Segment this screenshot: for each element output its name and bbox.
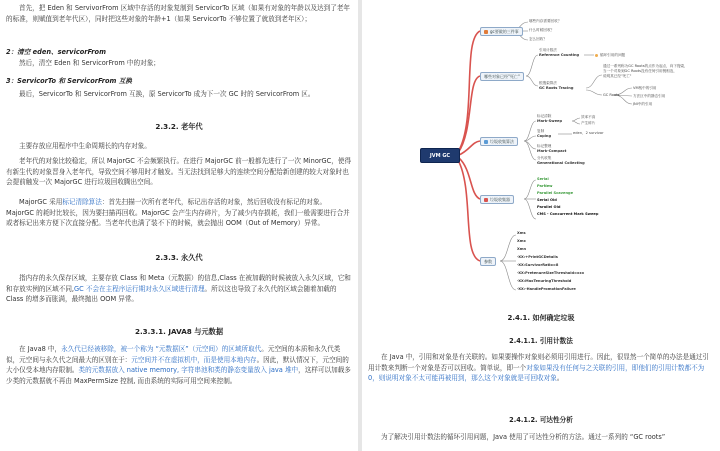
branch-three-tasks-label: gc要做的三件事 [490,29,519,34]
paragraph-reference-counting [368,352,714,384]
text-in-java8: 在 Java8 中， [19,345,62,353]
collector-icon [484,198,488,202]
text-perm-gen-oom: 。所以这也导致了永久代的区域会随着加载的 Class 的增多而胀满，最终抛出 OOM 异常。 [6,284,337,304]
mindmap-item: 根搜索算法 [539,81,557,85]
mindmap-item: 标记清除 [537,114,552,118]
parameter-item: -XX:+PrintGCDetails [517,255,558,259]
mindmap-branch-three-tasks [480,27,523,36]
text-default-limit: 。因此，默认情况下，元空间的大小仅受本地内存限制。 [6,355,349,375]
mindmap-item: 方法区中的静态引用 [633,94,666,98]
mindmap-item: 当一个对象到GC Roots没有任何引用链相连， [603,69,677,73]
mindmap-item: eden、2 survivor [573,131,604,135]
mindmap-item: Coping [537,134,552,138]
mindmap-item: 标记整理 [537,144,552,148]
mindmap-item: Mark-Compact [537,149,567,153]
parameter-item: -XX:PretenureSizeThreshold=xxx [517,271,585,275]
section-title-old-gen: 2.3.2. 老年代 [155,122,203,131]
mindmap-item [595,53,625,58]
mindmap-branch-parameters: 参数 [480,257,496,266]
paragraph-old-gen-majorgc: 老年代的对象比较稳定，所以 MajorGC 不会频繁执行。在进行 MajorGC 前一般都先进行了一次 MinorGC，使得有新生代的对象晋身入老年代，导致空间不够用时才触发。当无法找到足够大的连续空间分配给新创建的较大对象时也会提前触发一次 MajorGC 进行垃圾回收腾出空间。 [6,157,352,187]
parameter-item: Xms [517,231,526,235]
heading-clear-eden: 2：清空 eden、servicorFrom [6,48,106,56]
mindmap-item: GC Roots Tracing [539,86,574,90]
mindmap-item: GC Roots [603,93,620,97]
branch-gc-algorithms-label: 垃圾收集算法 [490,139,514,144]
section-title-java8-metadata: 2.3.3.1. JAVA8 与元数据 [134,327,224,336]
mindmap-item: 哪些内存需要回收？ [529,19,562,23]
right-page [362,0,720,451]
mindmap-item: 通过一系列称为GC Roots的点作为起点，向下搜索， [603,64,688,68]
mindmap-branch-gc-algorithms [480,137,518,146]
mindmap-item: 引用计数法 [539,48,557,52]
paragraph-java8-metaspace [6,344,352,386]
section-title-perm-gen: 2.3.3. 永久代 [155,253,203,262]
collector-item: ParNew [537,184,553,188]
mindmap-item: 说明其已经"死亡" [603,74,632,78]
text-perm-gen-intro: 指内存的永久保存区域，主要存放 Class 和 Meta（元数据）的信息,Class 在被加载的时候被放入永久区域，它和和存放实例的区域不同, [6,274,351,293]
mindmap-item: 产生碎片 [581,121,596,125]
paragraph-clear-eden: 然后，清空 Eden 和 ServicorFrom 中的对象； [19,59,160,67]
section-title-reachability: 2.4.1.2. 可达性分析 [509,416,573,424]
mindmap-item: JNI中的引用 [633,102,653,106]
section-title-reference-counting: 2.4.1.1. 引用计数法 [509,337,573,345]
link-collectable-object[interactable]: 对象如果没有任何与之关联的引用，即他们的引用计数都不为 0，则说明对象不太可能再被用到，那么这个对象就是可回收对象 [368,363,705,383]
jvm-gc-mindmap [362,0,720,298]
link-gc-no-clean-perm[interactable]: GC 不会在主程序运行期对永久区域进行清理 [74,284,205,293]
section-title-how-to-find-garbage: 2.4.1. 如何确定垃圾 [507,314,575,322]
parameter-item: -XX:-HandlePromotionFailure [517,287,576,291]
mindmap-item: 分代收集 [537,156,552,160]
collector-item: Parallel Old [537,205,561,209]
mindmap-branch-dead-objects: 哪些对象已经"死亡" [480,72,524,81]
left-page [0,0,358,451]
mindmap-item: Generational Collecting [537,161,585,165]
mindmap-center-jvm-gc: JVM GC [420,148,460,163]
text-majorgc-detail: ：首先扫描一次所有老年代，标记出存活的对象，然后回收没有标记的对象。MajorGC 的耗时比较长，因为要扫描再回收。MajorGC 会产生内存碎片，为了减少内存损耗，我们一般需要进行合并或者标记出来方便下次直接分配。当老年代也满了装不下的时候，就会抛出 OOM（Out of Memory）异常。 [6,198,350,228]
paragraph-swap-survivor: 最后，ServicorTo 和 ServicorFrom 互换，原 ServicorTo 成为下一次 GC 时的 ServicorFrom 区。 [19,90,315,98]
paragraph-perm-gen [6,273,352,305]
parameter-item: -XX:SurvivorRatio=8 [517,263,559,267]
link-mark-sweep[interactable]: 标记清除算法 [62,198,102,206]
link-perm-removed[interactable]: 永久代已经被移除，被一个称为 “元数据区”（元空间）的区域所取代 [61,345,262,353]
paragraph-old-gen-intro: 主要存放应用程序中生命周期长的内存对象。 [19,142,151,150]
mindmap-branch-collectors [480,195,514,204]
link-class-metadata-native[interactable]: 类的元数据放入 native memory, 字符串池和类的静态变量放入 java 堆中 [78,366,299,375]
mindmap-item: 效率不高 [581,115,596,119]
heading-swap-survivor: 3：ServicorTo 和 ServicorFrom 互换 [6,77,132,85]
paragraph-copy-survivors: 首先，把 Eden 和 ServivorFrom 区域中存活的对象复制到 ServicorTo 区域（如果有对象的年龄以及达到了老年的标准，则赋值到老年代区），同时把这些对象的年龄+1（如果 ServicorTo 不够位置了就放到老年区）； [6,4,351,23]
collector-item: Parallel Scavenge [537,191,574,195]
paragraph-reachability: 为了解决引用计数法的循环引用问题，Java 使用了可达性分析的方法。通过一系列的 “GC roots” [381,433,666,441]
parameter-item: Xmx [517,239,526,243]
mindmap-item: VM栈中的引用 [633,86,657,90]
text-reference-counting-end: 。 [556,374,564,383]
paragraph-old-gen-mark-sweep [6,197,352,229]
link-native-memory[interactable]: 元空间并不在虚拟机中，而是使用本地内存 [131,355,257,364]
collector-item: CMS - Concurrent Mark Sweep [537,212,599,216]
collector-item: Serial Old [537,198,557,202]
mindmap-item: Reference Counting [539,53,580,57]
parameter-item: Xmn [517,247,527,251]
branch-collectors-label: 垃圾收集器 [490,197,510,202]
mindmap-item: 复制 [537,129,545,133]
algorithm-icon [484,140,488,144]
warning-icon [595,54,598,57]
text-reference-counting-intro: 在 Java 中，引用和对象是有关联的。如果要操作对象则必须用引用进行。因此，很显然一个简单的办法是通过引用计数来判断一个对象是否可以回收。简单说，即一个 [368,353,710,372]
collector-item: Serial [537,177,549,181]
mindmap-item: Mark-Sweep [537,119,563,123]
mindmap-item: 怎么回收？ [529,37,547,41]
circular-reference-note: 循环引用的问题 [600,53,626,57]
parameter-item: -XX:MaxTenuringThreshold [517,279,572,283]
task-icon [484,30,488,34]
text-maxpermsize: ，这样可以加载多少类的元数据就不再由 MaxPermSize 控制, 而由系统的实际可用空间来控制。 [6,366,351,385]
mindmap-item: 什么时候回收？ [529,28,555,32]
text-majorgc-uses: MajorGC 采用 [19,198,63,206]
text-metaspace-diff: 。元空间的本质和永久代类似，元空间与永久代之间最大的区别在于： [6,345,341,364]
